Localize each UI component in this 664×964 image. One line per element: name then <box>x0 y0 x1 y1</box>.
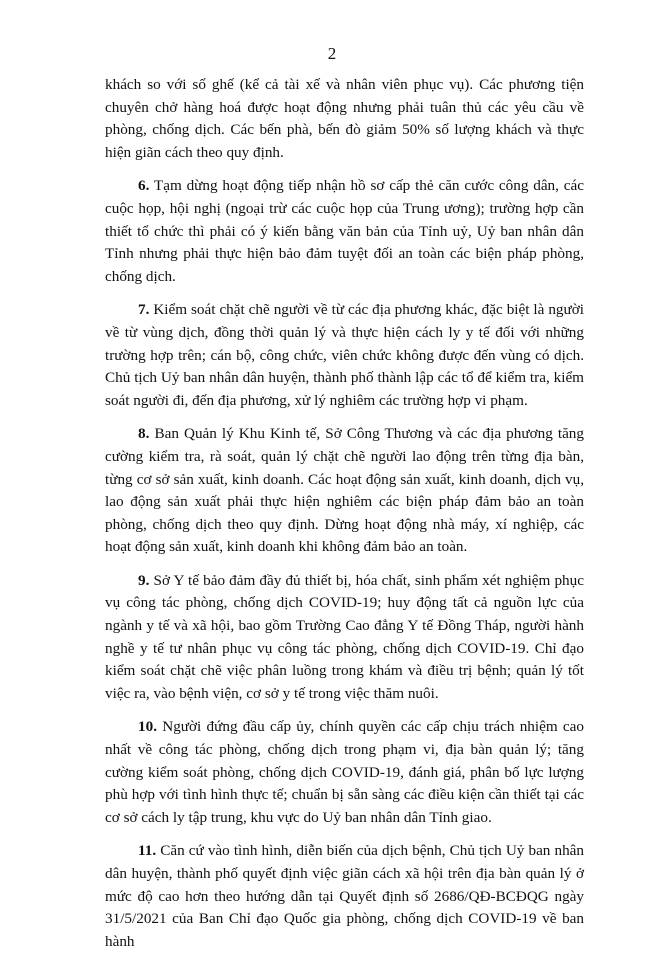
paragraph-item-11 <box>105 840 584 953</box>
paragraph-item-9 <box>105 570 584 706</box>
paragraph-item-8 <box>105 423 584 559</box>
paragraph-text: Kiểm soát chặt chẽ người về từ các địa phương khác, đặc biệt là người về từ vùng dịch, đồng thời quản lý và thực hiện cách ly y tế đối với những trường hợp trên; cán bộ, công chức, viên chức không được đến vùng có dịch. Chủ tịch Uỷ ban nhân dân huyện, thành phố thành lập các tổ để kiểm tra, kiểm soát người đi, đến địa phương, xử lý nghiêm các trường hợp vi phạm. <box>105 301 584 409</box>
paragraph-item-10 <box>105 716 584 829</box>
item-number: 10. <box>138 718 157 736</box>
paragraph-item-6 <box>105 175 584 288</box>
paragraph-text: Ban Quản lý Khu Kinh tế, Sở Công Thương và các địa phương tăng cường kiểm tra, rà soát, quản lý chặt chẽ người lao động trên từng địa bàn, từng cơ sở sản xuất, kinh doanh. Các hoạt động sản xuất, kinh doanh, dịch vụ, lao động sản xuất phải thực hiện nghiêm các biện pháp đảm bảo an toàn phòng, chống dịch theo quy định. Dừng hoạt động nhà máy, xí nghiệp, các hoạt động sản xuất, kinh doanh khi không đảm bảo an toàn. <box>105 425 584 556</box>
item-number: 9. <box>138 571 150 589</box>
paragraph-text: Tạm dừng hoạt động tiếp nhận hồ sơ cấp thẻ căn cước công dân, các cuộc họp, hội nghị (ngoại trừ các cuộc họp của Trung ương); trường hợp cần thiết tổ chức thì phải có ý kiến bằng văn bản của Tỉnh uỷ, Uỷ ban nhân dân Tỉnh nhưng phải thực hiện bảo đảm tuyệt đối an toàn các biện pháp phòng, chống dịch. <box>105 177 584 285</box>
paragraph-text: Người đứng đầu cấp ủy, chính quyền các cấp chịu trách nhiệm cao nhất về công tác phòng, chống dịch trong phạm vi, địa bàn quản lý; tăng cường kiểm soát phòng, chống dịch COVID-19, đánh giá, phân bố lực lượng phù hợp với tình hình thực tế; chuẩn bị sẵn sàng các điều kiện cần thiết tại các cơ sở cách ly tập trung, khu vực do Uỷ ban nhân dân Tỉnh giao. <box>105 718 584 826</box>
item-number: 11. <box>138 842 157 860</box>
paragraph-item-7 <box>105 299 584 412</box>
page-number: 2 <box>327 44 337 63</box>
paragraph-continuation <box>105 74 584 164</box>
paragraph-text: khách so với số ghế (kể cả tài xế và nhân viên phục vụ). Các phương tiện chuyên chở hàng hoá được hoạt động nhưng phải tuân thủ các yêu cầu về phòng, chống dịch. Các bến phà, bến đò giảm 50% số lượng khách và thực hiện giãn cách theo quy định. <box>105 76 584 161</box>
document-body <box>105 74 584 964</box>
item-number: 7. <box>138 301 150 319</box>
paragraph-text: Căn cứ vào tình hình, diễn biến của dịch bệnh, Chủ tịch Uỷ ban nhân dân huyện, thành phố quyết định việc giãn cách xã hội trên địa bàn quản lý ở mức độ cao hơn theo hướng dẫn tại Quyết định số 2686/QĐ-BCĐQG ngày 31/5/2021 của Ban Chỉ đạo Quốc gia phòng, chống dịch COVID-19 về ban hành <box>105 842 584 950</box>
paragraph-text: Sở Y tế bảo đảm đầy đủ thiết bị, hóa chất, sinh phẩm xét nghiệm phục vụ công tác phòng, chống dịch COVID-19; huy động tất cả nguồn lực của ngành y tế và xã hội, bao gồm Trường Cao đẳng Y tế Đồng Tháp, người hành nghề y tế tư nhân phục vụ công tác phòng, chống dịch COVID-19. Chỉ đạo kiểm soát chặt chẽ việc phân luồng trong khám và điều trị bệnh; quản lý tốt việc ra, vào bệnh viện, cơ sở y tế trong việc thăm nuôi. <box>105 571 584 702</box>
item-number: 8. <box>138 425 150 443</box>
item-number: 6. <box>138 177 150 195</box>
